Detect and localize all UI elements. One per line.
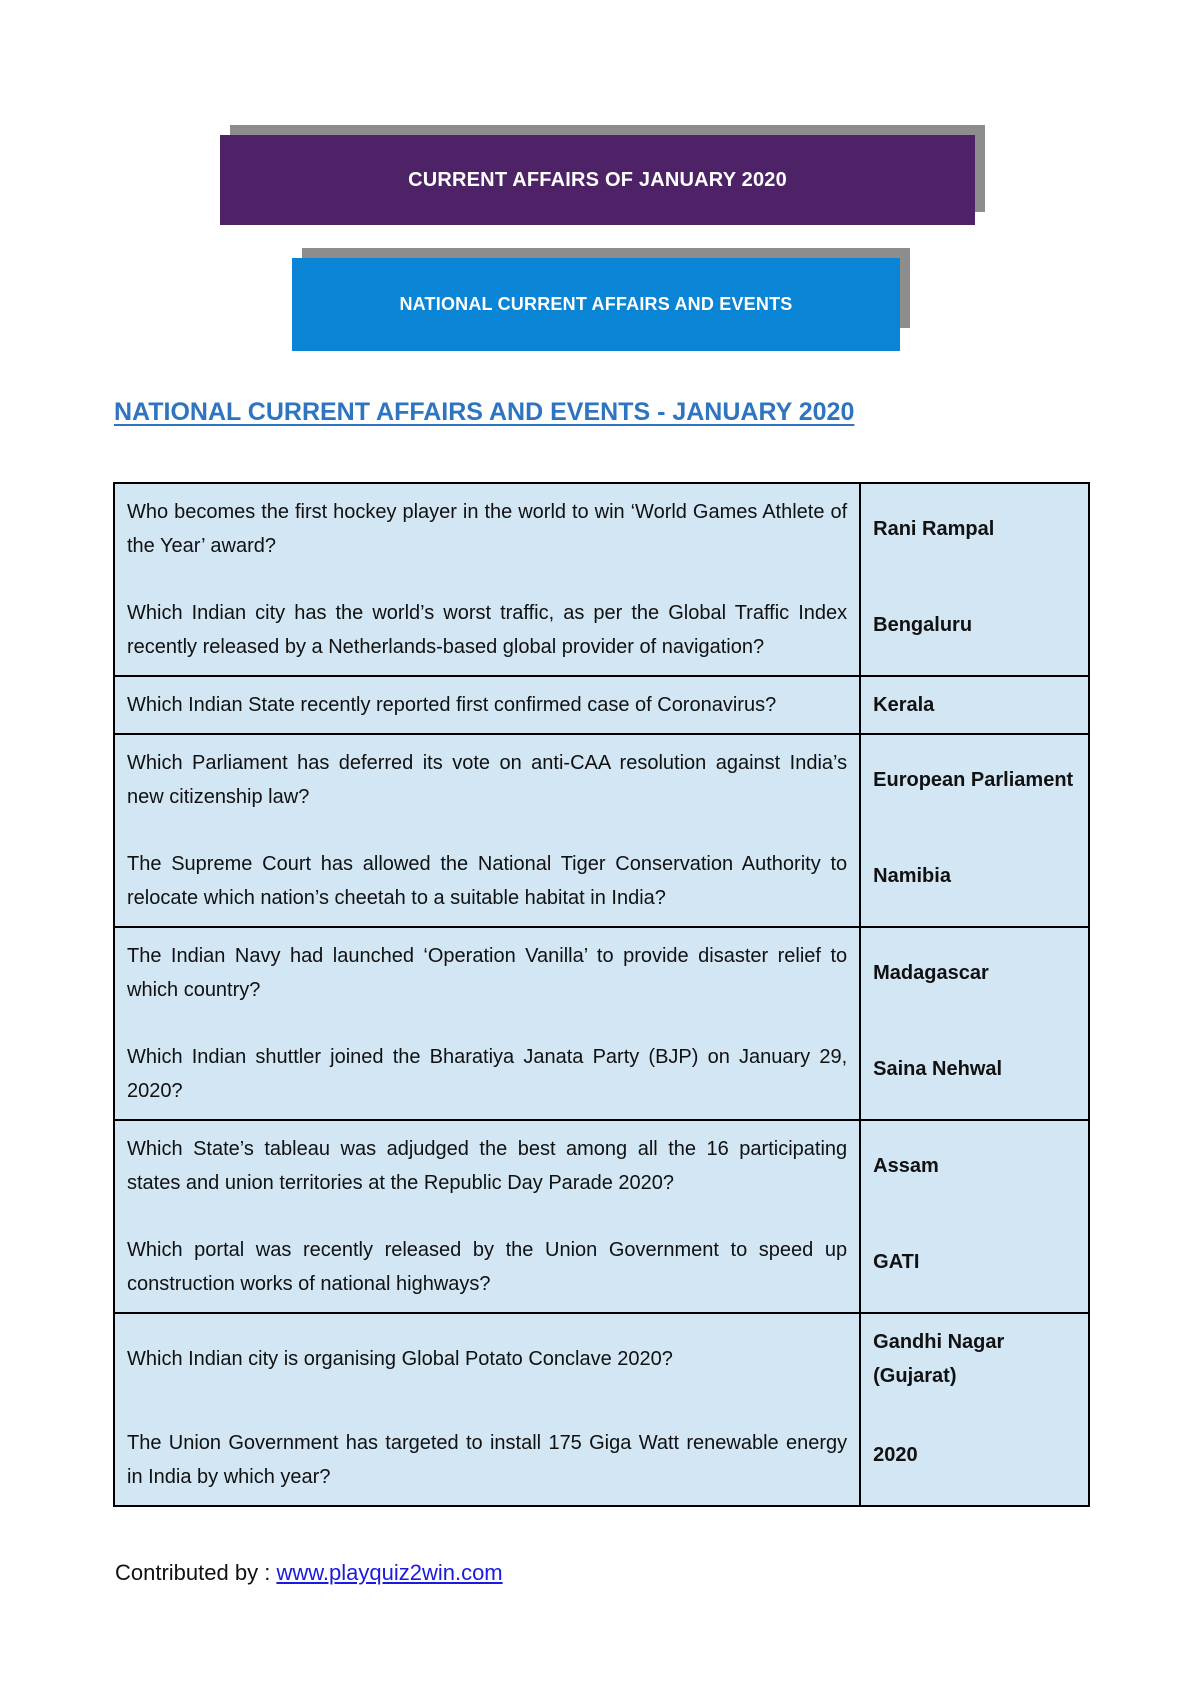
table-row (114, 1120, 1089, 1211)
table-row (114, 483, 1089, 574)
qa-table (113, 482, 1090, 1507)
question-cell: Which portal was recently released by the Union Government to speed up construction works of national highways? (114, 1211, 860, 1313)
footer-label: Contributed by : (115, 1560, 277, 1585)
subtitle-banner: NATIONAL CURRENT AFFAIRS AND EVENTS (292, 258, 900, 351)
table-row (114, 1018, 1089, 1120)
table-row (114, 927, 1089, 1018)
answer-cell: Rani Rampal (860, 483, 1089, 574)
answer-cell: Madagascar (860, 927, 1089, 1018)
table-row (114, 734, 1089, 825)
answer-cell: Bengaluru (860, 574, 1089, 676)
question-cell: Which State’s tableau was adjudged the best among all the 16 participating states and union territories at the Republic Day Parade 2020? (114, 1120, 860, 1211)
table-row (114, 1313, 1089, 1404)
footer (115, 1560, 503, 1586)
table-row (114, 676, 1089, 734)
section-heading: NATIONAL CURRENT AFFAIRS AND EVENTS - JANUARY 2020 (114, 398, 855, 426)
answer-cell: European Parliament (860, 734, 1089, 825)
question-cell: The Union Government has targeted to install 175 Giga Watt renewable energy in India by which year? (114, 1404, 860, 1506)
question-cell: Which Indian city has the world’s worst traffic, as per the Global Traffic Index recently released by a Netherlands-based global provider of navigation? (114, 574, 860, 676)
table-row (114, 1404, 1089, 1506)
answer-cell: Gandhi Nagar (Gujarat) (860, 1313, 1089, 1404)
footer-link[interactable]: www.playquiz2win.com (276, 1560, 503, 1585)
question-cell: The Supreme Court has allowed the National Tiger Conservation Authority to relocate which nation’s cheetah to a suitable habitat in India? (114, 825, 860, 927)
answer-cell: Namibia (860, 825, 1089, 927)
answer-cell: 2020 (860, 1404, 1089, 1506)
question-cell: Which Parliament has deferred its vote on anti-CAA resolution against India’s new citizenship law? (114, 734, 860, 825)
question-cell: The Indian Navy had launched ‘Operation Vanilla’ to provide disaster relief to which country? (114, 927, 860, 1018)
answer-cell: Assam (860, 1120, 1089, 1211)
question-cell: Which Indian State recently reported first confirmed case of Coronavirus? (114, 676, 860, 734)
table-row (114, 825, 1089, 927)
question-cell: Which Indian shuttler joined the Bharatiya Janata Party (BJP) on January 29, 2020? (114, 1018, 860, 1120)
question-cell: Who becomes the first hockey player in the world to win ‘World Games Athlete of the Year’ award? (114, 483, 860, 574)
answer-cell: Saina Nehwal (860, 1018, 1089, 1120)
answer-cell: Kerala (860, 676, 1089, 734)
title-banner: CURRENT AFFAIRS OF JANUARY 2020 (220, 135, 975, 225)
table-row (114, 1211, 1089, 1313)
table-row (114, 574, 1089, 676)
answer-cell: GATI (860, 1211, 1089, 1313)
question-cell: Which Indian city is organising Global Potato Conclave 2020? (114, 1313, 860, 1404)
